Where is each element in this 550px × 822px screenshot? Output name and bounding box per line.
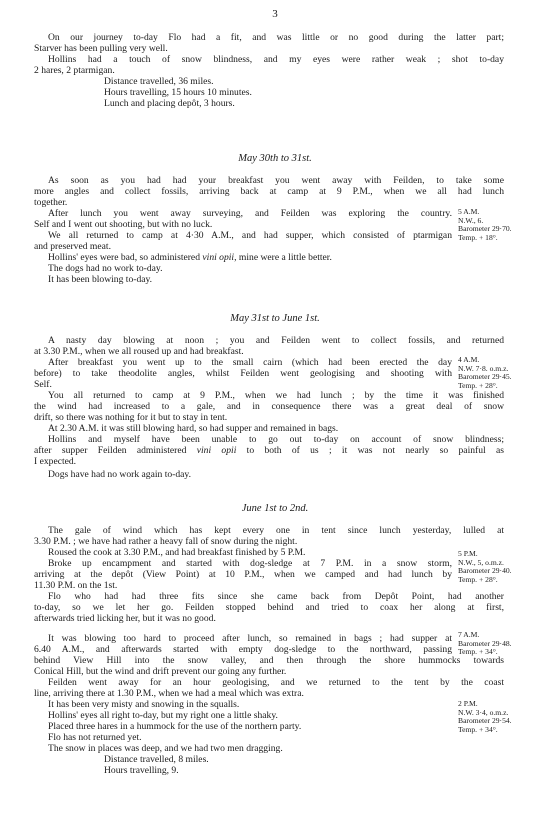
note-line: Barometer 29·54.: [458, 716, 512, 726]
note-line: N.W., 6.: [458, 215, 484, 225]
note-line: Temp. + 34°.: [458, 724, 498, 734]
text-line: Flo who had had three fits since she came back from Depôt Point, had another: [48, 591, 504, 602]
note-line: N.W., 5, o.m.z.: [458, 557, 504, 567]
text-line: A nasty day blowing at noon ; you and Feilden went to collect fossils, and returned: [48, 335, 504, 346]
note-line: 2 P.M.: [458, 699, 478, 708]
weather-margin-note: [458, 631, 512, 657]
text-line: Hollins' eyes all right to-day, but my right one a little shaky.: [48, 710, 278, 721]
text-line: Self and I went out shooting, but with no luck.: [34, 219, 213, 230]
weather-margin-note: [458, 208, 512, 242]
section-heading: May 31st to June 1st.: [230, 313, 320, 324]
text-line: behind View Hill into the snow valley, and then through the shore hummocks towards: [34, 655, 504, 666]
note-line: Temp. + 28°.: [458, 574, 498, 584]
text-line: The snow in places was deep, and we had two men dragging.: [48, 743, 283, 754]
note-line: Temp. + 18°.: [458, 232, 498, 242]
text-line: It was blowing too hard to proceed after lunch, so remained in bags ; had supper at: [48, 633, 452, 644]
note-line: Temp. + 34°.: [458, 647, 498, 657]
text-line: As soon as you had had your breakfast you went away with Feilden, to take some: [48, 175, 504, 186]
text-line: 6.40 A.M., and afterwards started with empty dog-sledge to the northward, passing: [34, 644, 452, 655]
note-line: Barometer 29·40.: [458, 566, 512, 576]
text-line: Lunch and placing depôt, 3 hours.: [104, 98, 235, 109]
text-line: to-day, so we let her go. Feilden stopped behind and tried to coax her along at first,: [34, 602, 504, 613]
text-line: more angles and collect fossils, arriving back at camp at 9 P.M., when we all had lunch: [34, 186, 504, 197]
text-line: At 2.30 A.M. it was still blowing hard, so had supper and remained in bags.: [48, 423, 339, 434]
text-line: Conical Hill, but the wind and drift prevent our going any further.: [34, 666, 287, 677]
page-number: 3: [272, 8, 278, 20]
text-line: It has been very misty and snowing in the squalls.: [48, 699, 240, 710]
text-line: together.: [34, 197, 68, 208]
text-line: 2 hares, 2 ptarmigan.: [34, 65, 115, 76]
text-line: Hours travelling, 9.: [104, 765, 179, 776]
text-line: Flo has not returned yet.: [48, 732, 142, 743]
section-heading: June 1st to 2nd.: [241, 503, 309, 514]
weather-margin-note: [458, 550, 512, 584]
note-line: 5 A.M.: [458, 207, 480, 216]
text-line: Placed three hares in a hummock for the use of the northern party.: [48, 721, 302, 732]
text-line: drift, so there was nothing for it but to stay in tent.: [34, 412, 228, 423]
text-line: Hollins and myself have been unable to go out to-day on account of snow blindness;: [48, 434, 504, 445]
latin-term: vini opii: [202, 252, 235, 263]
note-line: 7 A.M.: [458, 630, 480, 639]
text-line: After breakfast you went up to the small cairn (which had been erected the day: [48, 357, 452, 368]
section-heading: May 30th to 31st.: [238, 153, 312, 164]
weather-margin-note: [458, 356, 512, 390]
text-line: We all returned to camp at 4·30 A.M., and had supper, which consisted of ptarmigan: [48, 230, 452, 241]
note-line: N.W. 7·8. o.m.z.: [458, 363, 509, 373]
latin-term: vini opii: [196, 445, 237, 456]
text-line: before) to take theodolite angles, whilst Feilden went geologising and shooting with: [34, 368, 452, 379]
text-line: It has been blowing to-day.: [48, 274, 153, 285]
text-line: After lunch you went away surveying, and Feilden was exploring the country.: [48, 208, 452, 219]
text-line: Hollins had a touch of snow blindness, and my eyes were rather weak ; shot to-day: [48, 54, 504, 65]
note-line: Barometer 29·70.: [458, 224, 512, 234]
text-line: at 3.30 P.M., when we all roused up and had breakfast.: [34, 346, 244, 357]
text-line: You all returned to camp at 9 P.M., when we had lunch ; by the time it was finished: [48, 390, 504, 401]
text-line: The gale of wind which has kept every one in tent since lunch yesterday, lulled at: [48, 525, 504, 536]
text-line: I expected.: [34, 456, 77, 467]
text-line: after supper Feilden administered vini opii to both of us ; it was not nearly so painful as: [34, 445, 504, 456]
weather-margin-note: [458, 700, 512, 734]
text-line: Self.: [34, 379, 52, 390]
text-line: line, arriving there at 1.30 P.M., when we had a meal which was extra.: [34, 688, 304, 699]
text-line: Dogs have had no work again to-day.: [48, 469, 191, 480]
text-line: Feilden went away for an hour geologising, and we returned to the tent by the coast: [48, 677, 504, 688]
text-line: the wind had increased to a gale, and in consequence there was a great deal of snow: [34, 401, 504, 412]
text-line: On our journey to-day Flo had a fit, and was little or no good during the latter part;: [48, 32, 504, 43]
text-line: Starver has been pulling very well.: [34, 43, 168, 54]
text-line: Distance travelled, 36 miles.: [104, 76, 214, 87]
text-line: and preserved meat.: [34, 241, 111, 252]
note-line: Temp. + 28°.: [458, 380, 498, 390]
text-line: Hollins' eyes were bad, so administered vini opii, mine were a little better.: [48, 252, 332, 263]
text-line: Roused the cook at 3.30 P.M., and had breakfast finished by 5 P.M.: [48, 547, 306, 558]
text-line: 11.30 P.M. on the 1st.: [34, 580, 118, 591]
note-line: Barometer 29·48.: [458, 638, 512, 648]
text-line: Hours travelling, 15 hours 10 minutes.: [104, 87, 252, 98]
text-line: Broke up encampment and started with dog-sledge at 7 P.M. in a snow storm,: [48, 558, 452, 569]
note-line: Barometer 29·45.: [458, 372, 512, 382]
text-line: The dogs had no work to-day.: [48, 263, 163, 274]
text-line: 3.30 P.M. ; we have had rather a heavy fall of snow during the night.: [34, 536, 298, 547]
note-line: N.W. 3·4, o.m.z.: [458, 707, 509, 717]
text-line: afterwards tried licking her, but it was no good.: [34, 613, 216, 624]
note-line: 4 A.M.: [458, 355, 480, 364]
text-line: arriving at the depôt (View Point) at 10 P.M., when we camped and had lunch by: [34, 569, 452, 580]
text-line: Distance travelled, 8 miles.: [104, 754, 209, 765]
note-line: 5 P.M.: [458, 549, 478, 558]
